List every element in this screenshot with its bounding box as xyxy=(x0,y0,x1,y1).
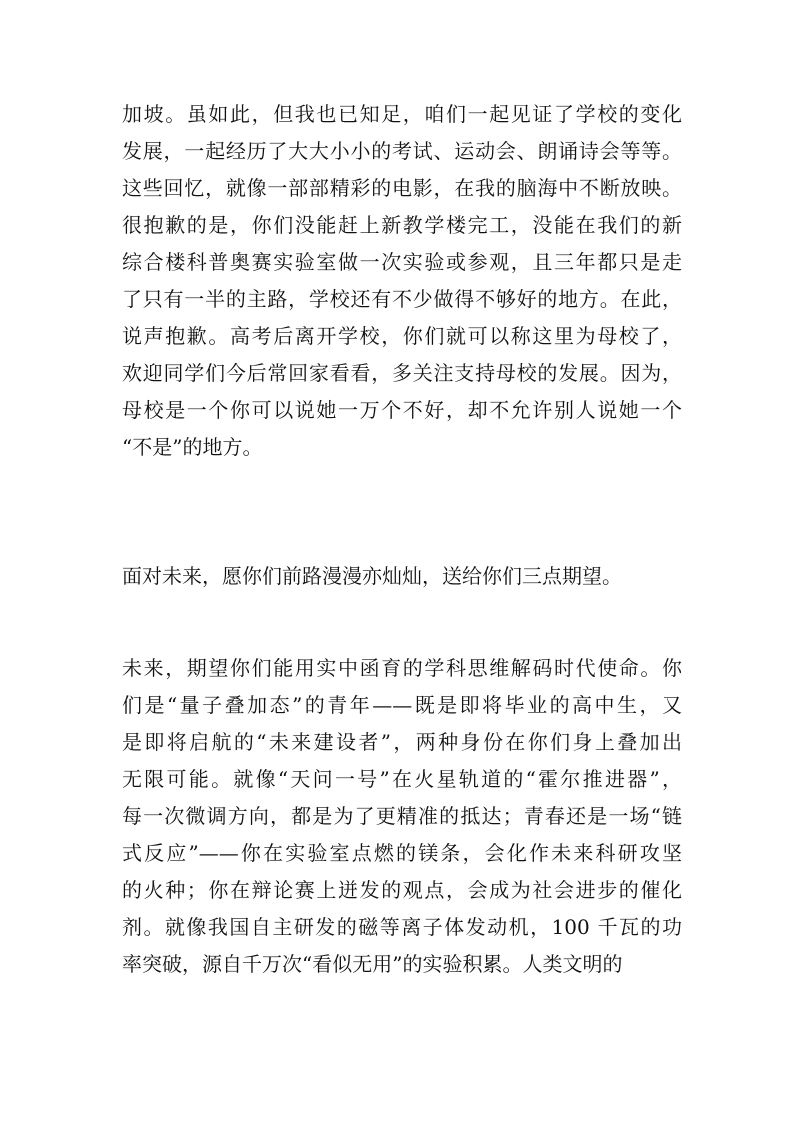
paragraph-1 xyxy=(122,96,682,466)
text-line: 欢迎同学们今后常回家看看，多关注支持母校的发展。因为， xyxy=(122,361,682,385)
text-line: “不是”的地方。 xyxy=(122,435,263,459)
paragraph-2 xyxy=(122,558,682,595)
text-line: 面对未来，愿你们前路漫漫亦灿灿，送给你们三点期望。 xyxy=(122,564,622,588)
text-line: 式反应”——你在实验室点燃的镁条，会化作未来科研攻坚 xyxy=(122,841,682,865)
text-line: 说声抱歉。高考后离开学校，你们就可以称这里为母校了， xyxy=(122,324,682,348)
text-line: 们是“量子叠加态”的青年——既是即将毕业的高中生，又 xyxy=(122,693,682,717)
text-line: 母校是一个你可以说她一万个不好，却不允许别人说她一个 xyxy=(122,398,682,422)
text-line: 综合楼科普奥赛实验室做一次实验或参观，且三年都只是走 xyxy=(122,250,682,274)
text-line: 很抱歉的是，你们没能赶上新教学楼完工，没能在我们的新 xyxy=(122,213,682,237)
paragraph-3 xyxy=(122,650,682,983)
text-line: 这些回忆，就像一部部精彩的电影，在我的脑海中不断放映。 xyxy=(122,176,682,200)
text-line: 剂。就像我国自主研发的磁等离子体发动机，100 千瓦的功 xyxy=(122,915,682,939)
text-line: 率突破，源自千万次“看似无用”的实验积累。人类文明的 xyxy=(122,952,623,976)
text-line: 发展，一起经历了大大小小的考试、运动会、朗诵诗会等等。 xyxy=(122,139,682,163)
text-line: 未来，期望你们能用实中函育的学科思维解码时代使命。你 xyxy=(122,656,682,680)
text-line: 无限可能。就像“天问一号”在火星轨道的“霍尔推进器”， xyxy=(122,767,682,791)
text-line: 加坡。虽如此，但我也已知足，咱们一起见证了学校的变化 xyxy=(122,102,682,126)
text-line: 是即将启航的“未来建设者”，两种身份在你们身上叠加出 xyxy=(122,730,682,754)
text-line: 每一次微调方向，都是为了更精准的抵达；青春还是一场“链 xyxy=(122,804,682,828)
text-line: 的火种；你在辩论赛上迸发的观点，会成为社会进步的催化 xyxy=(122,878,682,902)
text-line: 了只有一半的主路，学校还有不少做得不够好的地方。在此， xyxy=(122,287,682,311)
